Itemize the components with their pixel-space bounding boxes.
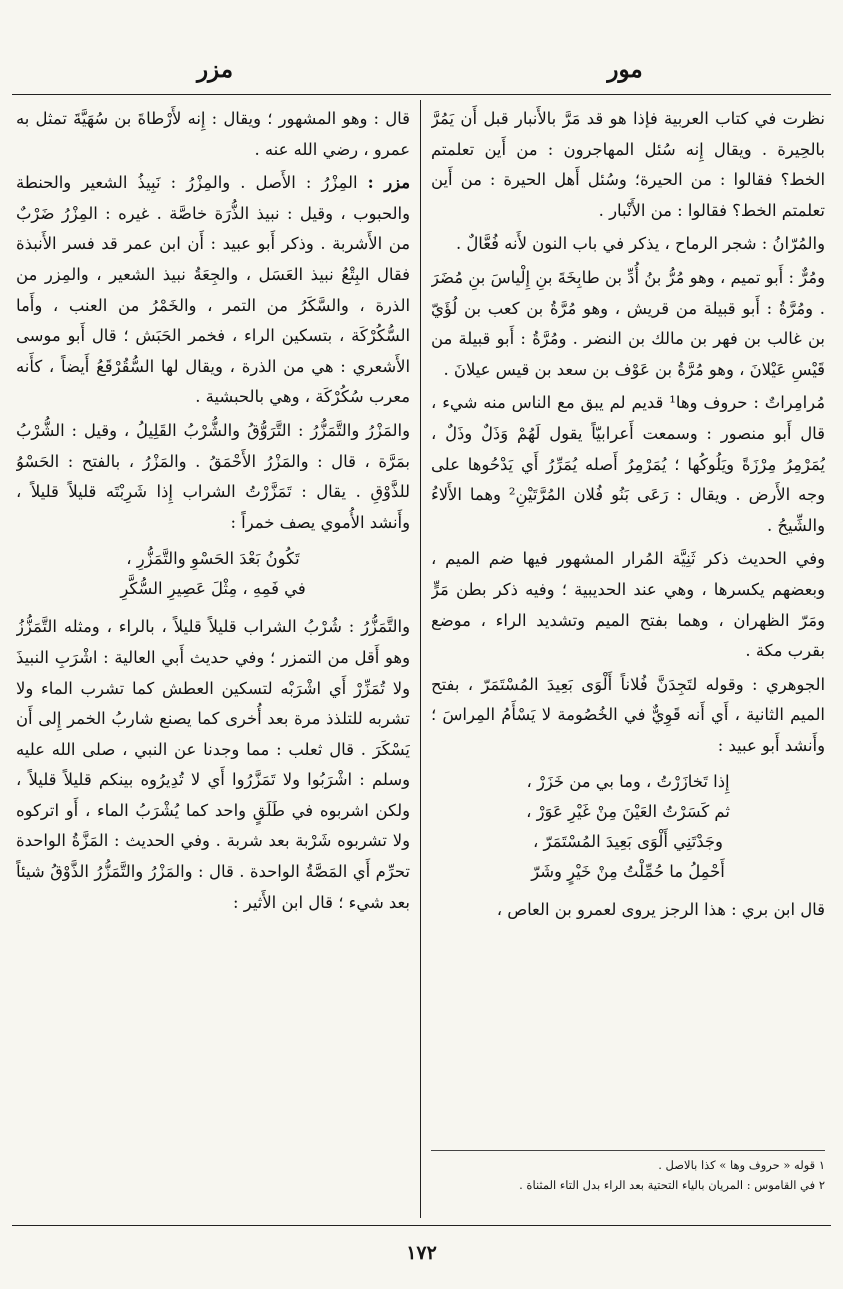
footnote: ٢ في القاموس : المريان بالياء التحتية بعد الراء بدل التاء المثناة . (519, 1178, 825, 1192)
paragraph: مُرامِراتٌ : حروف وها¹ قديم لم يبق مع الناس منه شيء ، قال أَبو منصور : وسمعت أَعرابيّاً يقول لَهُمْ وَذَلٌ وذَلٌ ، يُمَرْمِرُ مِرْزَةً ويَلُوكُها ؛ يُمَرْمِرُ أَصله يُمَرِّرُ أَي يَدْحُوها على وجه الأَرض . ويقال : رَعَى بَنُو فُلان المُرَّتَيْنِ² وهما الأَلاءُ والشِّيحُ . (431, 393, 825, 535)
entry-mazr (16, 168, 410, 413)
footnote: ١ قوله « حروف وها » كذا بالاصل . (658, 1158, 825, 1172)
verse-block (431, 767, 825, 887)
footer-rule (12, 1225, 831, 1226)
verse-line: ثم كَسَرْتُ العَيْنَ مِنْ غَيْرِ عَوَرْ ، (526, 802, 730, 822)
verse-line: إِذا تَخازَرْتُ ، وما بي من خَزَرْ ، (526, 772, 730, 792)
running-head-right: مور (607, 56, 643, 83)
paragraph: والمَزْرُ والتَّمَزُّرُ : التَّرَوُّقُ والشُّرْبُ القَلِيلُ ، وقيل : الشُّرْبُ بمَرَّة ، قال : والمَزْرُ الأَحْمَقُ . والمَزْرُ ، بالفتح : الحَسْوُ للذَّوْقِ . يقال : تَمَزَّرْتُ الشراب إِذا شَرِبْتَه قليلاً قليلاً ، وأَنشد الأُموي يصف خمراً : (16, 420, 410, 532)
page-number: ١٧٢ (406, 1242, 437, 1264)
column-divider (420, 100, 421, 1218)
header-rule (12, 94, 831, 95)
paragraph: قال : وهو المشهور ؛ ويقال : إِنه لأَرْطاةَ بن سُهَيَّةَ تمثل به عمرو ، رضي الله عنه . (16, 109, 410, 159)
verse-line: أَحْمِلُ ما حُمِّلْتُ مِنْ خَيْرٍ وشَرّ (531, 862, 725, 882)
entry-headword: مزر : (367, 173, 410, 193)
verse-line: تَكُونُ بَعْدَ الحَسْوِ والتَّمَزُّرِ ، (126, 549, 300, 569)
entry-text: المِزْرُ : الأَصل . والمِزْرُ : نَبِيذُ الشعير والحنطة والحبوب ، وقيل : نبيذ الذُّرَة خاصَّة . غيره : المِزْرُ ضَرْبٌ من الأَشربة . وذكر أَبو عبيد : أَن ابن عمر قد فسر الأَنبذة فقال البِتْعُ نبيذ العَسَل ، والجِعَةُ نبيذ الشعير ، والمِزر من الذرة ، والسَّكَرُ من التمر ، والخَمْرُ من العنب ، وأَما السُّكُرْكَة ، بتسكين الراء ، فخمر الحَبَش ؛ قال أَبو موسى الأَشعري : هي من الذرة ، ويقال لها السُّقُرْقَعُ أَيضاً ، كأَنه معرب سُكُرْكَة ، وهي بالحبشية . (16, 173, 410, 407)
paragraph: والتَّمَزُّرُ : شُرْبُ الشراب قليلاً قليلاً ، بالراء ، ومثله التَّمَزُّزُ وهو أَقل من التمزر ؛ وفي حديث أَبي العالية : اشْرَبِ النبيذَ ولا تُمَزِّرْ أَي اشْرَبْه لتسكين العطش كما تشرب الماء ولا تشربه للتلذذ مرة بعد أُخرى كما يصنع شاربُ الخمر إِلى أَن يَسْكَرَ . قال ثعلب : مما وجدنا عن النبي ، صلى الله عليه وسلم : اشْرَبُوا ولا تَمَزَّرُوا أَي لا تُدِيرُوه بينكم قليلاً قليلاً ، ولكن اشربوه في طَلَقٍ واحد كما يُشْرَبُ الماء ، أَو اتركوه ولا تشربوه شَرْبة بعد شربة . وفي الحديث : المَزَّةُ الواحدة تحرِّم أَي المَصَّةُ الواحدة . قال : والمَزْرُ والتَّمَزُّرُ الذَّوْقُ شيئاً بعد شيء ؛ قال ابن الأَثير : (16, 617, 410, 912)
paragraph: نظرت في كتاب العربية فإذا هو قد مَرَّ بالأَنبار قبل أَن يَمُرَّ بالحِيرة . ويقال إِنه سُئل المهاجرون : من أَين تعلمتم الخط؟ فقالوا : من الحيرة؛ وسُئل أَهل الحيرة : من أَين تعلمتم الخط؟ فقالوا : من الأَنْبار . (431, 109, 825, 220)
verse-line: وجَدْتَنِي أَلْوَى بَعِيدَ المُسْتَمَرّ ، (533, 832, 723, 852)
paragraph: والمُرّانُ : شجر الرماح ، يذكر في باب النون لأَنه فُعَّالٌ . (455, 234, 825, 254)
paragraph: ومُرٌّ : أَبو تميم ، وهو مُرُّ بنُ أُدِّ بن طابِخَةَ بنِ إِلْياسَ بنِ مُضَرَ . ومُرَّةُ : أَبو قبيلة من قريش ، وهو مُرَّةُ بن كعب بن لُؤَيّ بن غالب بن فهر بن مالك بن النضر . ومُرَّةُ : أَبو قبيلة من قَيْسِ عَيْلانَ ، وهو مُرَّةُ بن عَوْف بن سعد بن قيس عيلانَ . (431, 267, 825, 379)
page-header (0, 56, 843, 96)
left-column (16, 104, 410, 1222)
paragraph: قال ابن بري : هذا الرجز يروى لعمرو بن العاص ، (496, 900, 825, 920)
right-column (431, 104, 825, 1222)
running-head-left: مزر (196, 56, 234, 83)
footnotes (431, 1150, 825, 1195)
verse-line: في فَمِهِ ، مِثْلَ عَصِيرِ السُّكَّرِ (120, 579, 306, 599)
paragraph: وفي الحديث ذكر ثَنِيَّة المُرار المشهور فيها ضم الميم ، وبعضهم يكسرها ، وهي عند الحديبية ؛ وفيه ذكر بطن مَرٍّ ومَرّ الظهران ، وهما بفتح الميم وتشديد الراء ، موضع بقرب مكة . (431, 549, 825, 661)
paragraph: الجوهري : وقوله لتَجِدَنَّ فُلاناً أَلْوَى بَعِيدَ المُسْتَمَرّ ، بفتح الميم الثانية ، أَي أَنه قَوِيٌّ في الخُصُومة لا يَسْأَمُ المِراسَ ؛ وأَنشد أَبو عبيد : (431, 674, 825, 755)
verse-block (16, 544, 410, 604)
